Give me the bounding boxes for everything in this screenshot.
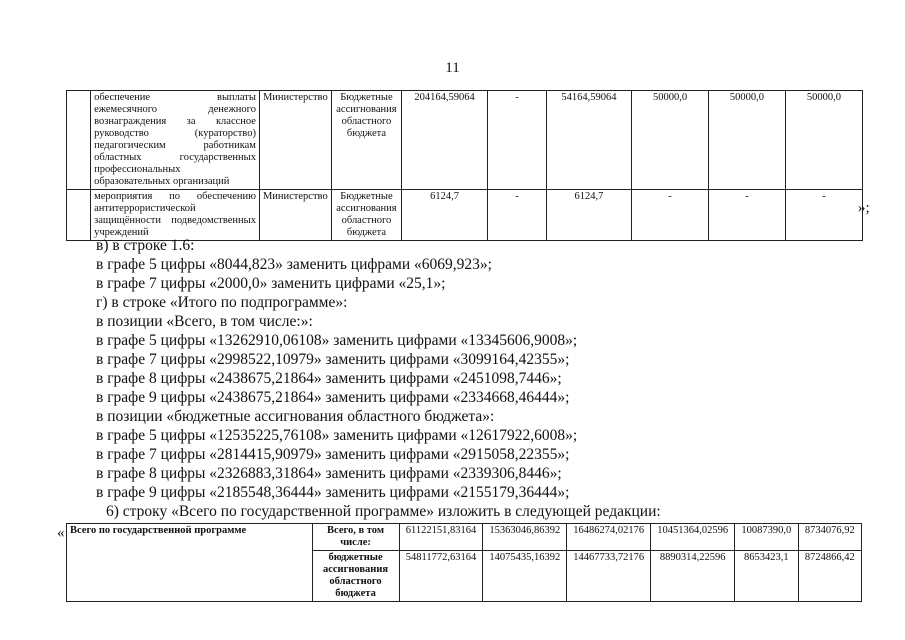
text-line: 6) строку «Всего по государственной программе» изложить в следующей редакции: (106, 503, 661, 520)
executor-cell: Министерство (259, 91, 331, 190)
text-line: в графе 9 цифры «2438675,21864» заменить цифрами «2334668,46444»; (96, 389, 570, 406)
value-cell: 50000,0 (785, 91, 862, 190)
table-row (67, 91, 863, 190)
value-cell: - (709, 190, 786, 241)
value-cell: - (488, 91, 547, 190)
value-cell: 8890314,22596 (651, 551, 735, 602)
value-cell: - (632, 190, 709, 241)
opening-quote: « (57, 525, 65, 541)
text-line: в графе 7 цифры «2000,0» заменить цифрами «25,1»; (96, 275, 446, 292)
value-cell: 8653423,1 (735, 551, 798, 602)
text-line: в позиции «Всего, в том числе:»: (96, 313, 313, 330)
text-line: в) в строке 1.6: (96, 237, 195, 254)
program-measures-table (66, 90, 863, 241)
value-cell: 14075435,16392 (483, 551, 567, 602)
value-cell: 10451364,02596 (651, 524, 735, 551)
value-cell: 61122151,83164 (399, 524, 483, 551)
funding-source-cell: Бюджетные ассигнования областного бюджета (331, 91, 401, 190)
text-line: г) в строке «Итого по подпрограмме»: (96, 294, 348, 311)
text-line: в графе 5 цифры «8044,823» заменить цифрами «6069,923»; (96, 256, 492, 273)
text-line: в графе 5 цифры «12535225,76108» заменить цифрами «12617922,6008»; (96, 427, 578, 444)
measure-description: обеспечение выплаты ежемесячного денежного вознаграждения за классное руководство (кураторство) педагогическим работникам областных государственных профессиональных образовательных организаций (91, 91, 260, 190)
text-line: в графе 5 цифры «13262910,06108» заменить цифрами «13345606,9008»; (96, 332, 578, 349)
funding-source-cell: Бюджетные ассигнования областного бюджета (331, 190, 401, 241)
text-line: в графе 7 цифры «2814415,90979» заменить цифрами «2915058,22355»; (96, 446, 570, 463)
text-line: в графе 7 цифры «2998522,10979» заменить цифрами «3099164,42355»; (96, 351, 570, 368)
value-cell: - (785, 190, 862, 241)
program-total-table (66, 523, 862, 602)
row-label-cell: бюджетные ассигнования областного бюджета (312, 551, 399, 602)
text-line: в графе 9 цифры «2185548,36444» заменить цифрами «2155179,36444»; (96, 484, 570, 501)
value-cell: 15363046,86392 (483, 524, 567, 551)
value-cell: 16486274,02176 (567, 524, 651, 551)
value-cell: 10087390,0 (735, 524, 798, 551)
closing-quote: »; (858, 200, 870, 216)
value-cell: 8724866,42 (798, 551, 862, 602)
value-cell: 204164,59064 (402, 91, 488, 190)
value-cell: 14467733,72176 (567, 551, 651, 602)
table-row (67, 190, 863, 241)
executor-cell: Министерство (259, 190, 331, 241)
empty-cell (67, 190, 91, 241)
value-cell: 54164,59064 (546, 91, 631, 190)
text-line: в графе 8 цифры «2326883,31864» заменить цифрами «2339306,8446»; (96, 465, 562, 482)
empty-cell (67, 91, 91, 190)
text-line: в графе 8 цифры «2438675,21864» заменить цифрами «2451098,7446»; (96, 370, 562, 387)
page-number: 11 (445, 60, 460, 76)
measure-description: мероприятия по обеспечению антитеррористической защищённости подведомственных учреждений (91, 190, 260, 241)
text-line: в позиции «бюджетные ассигнования областного бюджета»: (96, 408, 495, 425)
row-label-cell: Всего, в том числе: (312, 524, 399, 551)
value-cell: 50000,0 (632, 91, 709, 190)
value-cell: 6124,7 (402, 190, 488, 241)
value-cell: - (488, 190, 547, 241)
table-row (67, 524, 862, 551)
value-cell: 54811772,63164 (399, 551, 483, 602)
value-cell: 6124,7 (546, 190, 631, 241)
value-cell: 50000,0 (709, 91, 786, 190)
total-title-cell: Всего по государственной программе (67, 524, 313, 602)
value-cell: 8734076,92 (798, 524, 862, 551)
amendment-text (96, 236, 876, 521)
